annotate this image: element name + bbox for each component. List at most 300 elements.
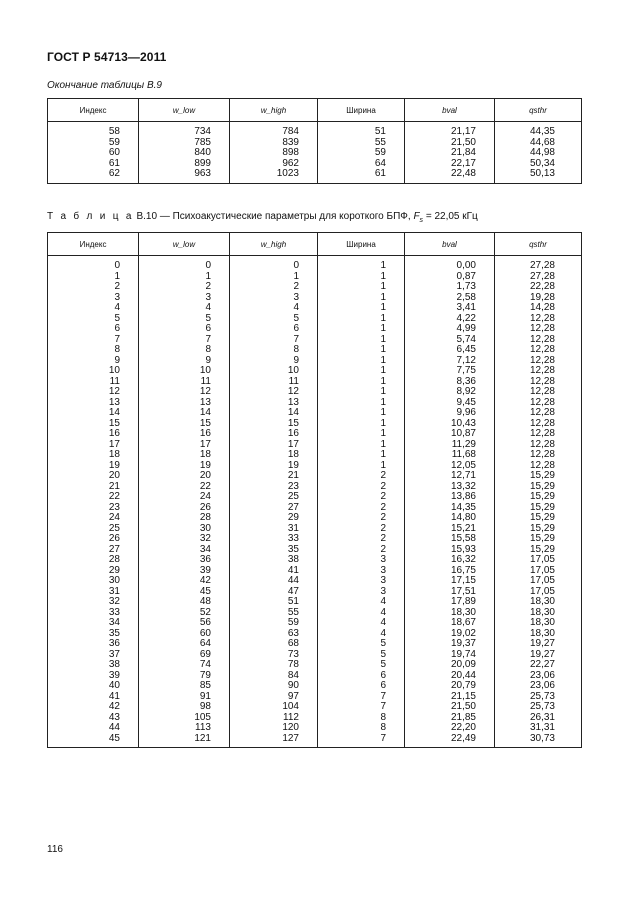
cell-index: 29 [48, 566, 139, 577]
cell-w-high: 78 [230, 660, 318, 671]
table-row [48, 492, 582, 503]
cell-w-low: 8 [139, 345, 230, 356]
cell-w-low: 14 [139, 408, 230, 419]
table1-caption: Окончание таблицы В.9 [47, 80, 162, 91]
cell-bval: 22,17 [405, 159, 495, 170]
table2-caption-text: В.10 — Психоакустические параметры для короткого БПФ, [136, 211, 414, 222]
cell-bval: 14,80 [405, 513, 495, 524]
cell-bval: 18,30 [405, 608, 495, 619]
cell-w-low: 28 [139, 513, 230, 524]
cell-bval: 7,75 [405, 366, 495, 377]
cell-w-high: 35 [230, 545, 318, 556]
table-row [48, 461, 582, 472]
cell-w-high: 84 [230, 671, 318, 682]
cell-width: 8 [318, 723, 405, 734]
cell-bval: 4,99 [405, 324, 495, 335]
cell-width: 59 [318, 148, 405, 159]
cell-bval: 19,02 [405, 629, 495, 640]
cell-width: 2 [318, 482, 405, 493]
cell-w-high: 7 [230, 335, 318, 346]
cell-qsthr: 15,29 [495, 503, 582, 514]
cell-index: 7 [48, 335, 139, 346]
cell-w-high: 68 [230, 639, 318, 650]
cell-w-low: 85 [139, 681, 230, 692]
cell-width: 1 [318, 450, 405, 461]
cell-w-low: 15 [139, 419, 230, 430]
table-row [48, 159, 582, 170]
cell-bval: 17,89 [405, 597, 495, 608]
cell-width: 1 [318, 429, 405, 440]
cell-width: 1 [318, 387, 405, 398]
table-b10 [47, 232, 582, 748]
cell-qsthr: 15,29 [495, 524, 582, 535]
cell-w-low: 64 [139, 639, 230, 650]
cell-index: 13 [48, 398, 139, 409]
cell-index: 16 [48, 429, 139, 440]
column-header-w-high: w_high [230, 233, 318, 256]
cell-w-low: 36 [139, 555, 230, 566]
cell-qsthr: 15,29 [495, 492, 582, 503]
cell-w-low: 60 [139, 629, 230, 640]
table-row [48, 148, 582, 159]
cell-w-low: 56 [139, 618, 230, 629]
table-row [48, 408, 582, 419]
cell-qsthr: 17,05 [495, 566, 582, 577]
table-row [48, 398, 582, 409]
cell-qsthr: 12,28 [495, 345, 582, 356]
cell-w-low: 30 [139, 524, 230, 535]
caption-fs-symbol: F [413, 211, 420, 222]
cell-width: 4 [318, 618, 405, 629]
cell-w-low: 10 [139, 366, 230, 377]
cell-index: 17 [48, 440, 139, 451]
table-row [48, 138, 582, 149]
cell-index: 22 [48, 492, 139, 503]
cell-w-high: 47 [230, 587, 318, 598]
cell-w-low: 785 [139, 138, 230, 149]
cell-index: 4 [48, 303, 139, 314]
cell-width: 3 [318, 566, 405, 577]
cell-index: 42 [48, 702, 139, 713]
table-row [48, 618, 582, 629]
cell-qsthr: 12,28 [495, 356, 582, 367]
column-header-w-low: w_low [139, 99, 230, 122]
cell-width: 4 [318, 608, 405, 619]
cell-w-low: 899 [139, 159, 230, 170]
cell-index: 41 [48, 692, 139, 703]
cell-bval: 12,05 [405, 461, 495, 472]
cell-w-high: 898 [230, 148, 318, 159]
cell-bval: 16,32 [405, 555, 495, 566]
table-row [48, 660, 582, 671]
cell-bval: 0,00 [405, 256, 495, 272]
cell-w-high: 90 [230, 681, 318, 692]
column-header-bval: bval [405, 99, 495, 122]
cell-width: 1 [318, 366, 405, 377]
cell-index: 3 [48, 293, 139, 304]
cell-width: 7 [318, 734, 405, 748]
cell-index: 60 [48, 148, 139, 159]
cell-bval: 14,35 [405, 503, 495, 514]
cell-w-low: 48 [139, 597, 230, 608]
cell-w-high: 11 [230, 377, 318, 388]
cell-w-high: 9 [230, 356, 318, 367]
cell-width: 4 [318, 629, 405, 640]
cell-w-high: 55 [230, 608, 318, 619]
cell-bval: 21,85 [405, 713, 495, 724]
cell-bval: 9,45 [405, 398, 495, 409]
cell-index: 11 [48, 377, 139, 388]
cell-index: 26 [48, 534, 139, 545]
cell-width: 1 [318, 408, 405, 419]
table-row [48, 702, 582, 713]
cell-index: 8 [48, 345, 139, 356]
table-row [48, 692, 582, 703]
table2-caption-prefix: Т а б л и ц а [47, 211, 134, 222]
table-row [48, 282, 582, 293]
cell-index: 33 [48, 608, 139, 619]
cell-qsthr: 19,27 [495, 639, 582, 650]
cell-bval: 22,49 [405, 734, 495, 748]
cell-w-low: 3 [139, 293, 230, 304]
cell-w-low: 79 [139, 671, 230, 682]
cell-qsthr: 15,29 [495, 545, 582, 556]
column-header-qsthr: qsthr [495, 233, 582, 256]
cell-width: 3 [318, 587, 405, 598]
cell-index: 15 [48, 419, 139, 430]
cell-w-high: 41 [230, 566, 318, 577]
cell-qsthr: 18,30 [495, 608, 582, 619]
cell-bval: 21,17 [405, 122, 495, 138]
cell-qsthr: 12,28 [495, 387, 582, 398]
cell-index: 10 [48, 366, 139, 377]
table-row [48, 169, 582, 183]
cell-w-high: 784 [230, 122, 318, 138]
cell-bval: 21,84 [405, 148, 495, 159]
cell-w-low: 24 [139, 492, 230, 503]
table-row [48, 576, 582, 587]
cell-w-low: 26 [139, 503, 230, 514]
cell-w-low: 4 [139, 303, 230, 314]
cell-bval: 19,74 [405, 650, 495, 661]
column-header-width: Ширина [318, 233, 405, 256]
cell-width: 5 [318, 660, 405, 671]
cell-index: 1 [48, 272, 139, 283]
cell-bval: 11,29 [405, 440, 495, 451]
table-row [48, 122, 582, 138]
page-number: 116 [47, 844, 63, 855]
cell-w-high: 38 [230, 555, 318, 566]
cell-w-low: 45 [139, 587, 230, 598]
table-row [48, 608, 582, 619]
cell-w-high: 44 [230, 576, 318, 587]
cell-index: 9 [48, 356, 139, 367]
table-row [48, 303, 582, 314]
cell-bval: 2,58 [405, 293, 495, 304]
cell-bval: 20,09 [405, 660, 495, 671]
cell-w-high: 6 [230, 324, 318, 335]
cell-qsthr: 17,05 [495, 576, 582, 587]
column-header-qsthr: qsthr [495, 99, 582, 122]
cell-w-high: 25 [230, 492, 318, 503]
cell-w-high: 23 [230, 482, 318, 493]
cell-bval: 13,86 [405, 492, 495, 503]
cell-qsthr: 50,13 [495, 169, 582, 183]
table-header-row [48, 99, 582, 122]
cell-bval: 22,20 [405, 723, 495, 734]
cell-qsthr: 18,30 [495, 629, 582, 640]
table-header-row [48, 233, 582, 256]
cell-width: 2 [318, 534, 405, 545]
cell-w-high: 1023 [230, 169, 318, 183]
table-row [48, 335, 582, 346]
cell-index: 58 [48, 122, 139, 138]
cell-index: 35 [48, 629, 139, 640]
cell-index: 2 [48, 282, 139, 293]
table-b9-end [47, 98, 582, 184]
document-standard-header: ГОСТ Р 54713—2011 [47, 50, 167, 64]
table-row [48, 377, 582, 388]
cell-index: 30 [48, 576, 139, 587]
cell-index: 0 [48, 256, 139, 272]
cell-bval: 19,37 [405, 639, 495, 650]
cell-w-high: 120 [230, 723, 318, 734]
cell-width: 1 [318, 293, 405, 304]
column-header-w-low: w_low [139, 233, 230, 256]
cell-qsthr: 12,28 [495, 450, 582, 461]
cell-width: 1 [318, 335, 405, 346]
cell-bval: 10,87 [405, 429, 495, 440]
cell-w-low: 34 [139, 545, 230, 556]
cell-width: 7 [318, 692, 405, 703]
cell-index: 27 [48, 545, 139, 556]
cell-bval: 1,73 [405, 282, 495, 293]
cell-width: 2 [318, 471, 405, 482]
cell-width: 3 [318, 555, 405, 566]
cell-qsthr: 26,31 [495, 713, 582, 724]
column-header-index: Индекс [48, 99, 139, 122]
cell-w-low: 840 [139, 148, 230, 159]
cell-width: 1 [318, 324, 405, 335]
cell-index: 40 [48, 681, 139, 692]
cell-index: 38 [48, 660, 139, 671]
column-header-bval: bval [405, 233, 495, 256]
cell-w-low: 69 [139, 650, 230, 661]
table-row [48, 482, 582, 493]
cell-index: 21 [48, 482, 139, 493]
cell-index: 19 [48, 461, 139, 472]
cell-w-high: 63 [230, 629, 318, 640]
cell-width: 5 [318, 650, 405, 661]
cell-index: 25 [48, 524, 139, 535]
cell-index: 12 [48, 387, 139, 398]
cell-w-high: 18 [230, 450, 318, 461]
caption-fs-subscript: s [419, 217, 424, 224]
cell-w-low: 9 [139, 356, 230, 367]
table-row [48, 387, 582, 398]
cell-bval: 17,51 [405, 587, 495, 598]
cell-w-high: 33 [230, 534, 318, 545]
cell-qsthr: 22,28 [495, 282, 582, 293]
cell-qsthr: 50,34 [495, 159, 582, 170]
cell-w-high: 73 [230, 650, 318, 661]
cell-w-high: 27 [230, 503, 318, 514]
cell-width: 2 [318, 513, 405, 524]
cell-bval: 10,43 [405, 419, 495, 430]
column-header-index: Индекс [48, 233, 139, 256]
cell-width: 61 [318, 169, 405, 183]
table-row [48, 293, 582, 304]
cell-width: 1 [318, 377, 405, 388]
cell-w-high: 17 [230, 440, 318, 451]
cell-w-low: 1 [139, 272, 230, 283]
cell-bval: 22,48 [405, 169, 495, 183]
cell-w-low: 105 [139, 713, 230, 724]
cell-qsthr: 23,06 [495, 671, 582, 682]
cell-w-high: 962 [230, 159, 318, 170]
cell-w-high: 8 [230, 345, 318, 356]
cell-qsthr: 30,73 [495, 734, 582, 748]
cell-width: 55 [318, 138, 405, 149]
cell-qsthr: 12,28 [495, 440, 582, 451]
cell-width: 3 [318, 576, 405, 587]
table-row [48, 545, 582, 556]
cell-qsthr: 25,73 [495, 702, 582, 713]
cell-qsthr: 15,29 [495, 471, 582, 482]
cell-w-high: 104 [230, 702, 318, 713]
cell-qsthr: 25,73 [495, 692, 582, 703]
cell-w-high: 5 [230, 314, 318, 325]
cell-bval: 8,92 [405, 387, 495, 398]
cell-qsthr: 44,35 [495, 122, 582, 138]
table-row [48, 555, 582, 566]
cell-qsthr: 44,68 [495, 138, 582, 149]
cell-width: 8 [318, 713, 405, 724]
cell-bval: 5,74 [405, 335, 495, 346]
cell-bval: 18,67 [405, 618, 495, 629]
table-row [48, 503, 582, 514]
cell-qsthr: 23,06 [495, 681, 582, 692]
cell-bval: 17,15 [405, 576, 495, 587]
cell-index: 44 [48, 723, 139, 734]
table-row [48, 256, 582, 272]
cell-index: 23 [48, 503, 139, 514]
cell-bval: 15,21 [405, 524, 495, 535]
cell-width: 1 [318, 440, 405, 451]
cell-index: 43 [48, 713, 139, 724]
cell-index: 28 [48, 555, 139, 566]
table-row [48, 681, 582, 692]
cell-width: 1 [318, 314, 405, 325]
table-row [48, 356, 582, 367]
cell-bval: 4,22 [405, 314, 495, 325]
cell-qsthr: 19,28 [495, 293, 582, 304]
cell-index: 20 [48, 471, 139, 482]
cell-qsthr: 12,28 [495, 461, 582, 472]
cell-qsthr: 12,28 [495, 377, 582, 388]
table-row [48, 314, 582, 325]
table2-caption [47, 211, 478, 224]
cell-qsthr: 12,28 [495, 419, 582, 430]
table-row [48, 639, 582, 650]
cell-w-low: 22 [139, 482, 230, 493]
cell-width: 2 [318, 492, 405, 503]
cell-qsthr: 12,28 [495, 398, 582, 409]
cell-qsthr: 18,30 [495, 597, 582, 608]
cell-qsthr: 12,28 [495, 314, 582, 325]
table-row [48, 629, 582, 640]
cell-w-low: 2 [139, 282, 230, 293]
table-row [48, 650, 582, 661]
table-row [48, 450, 582, 461]
cell-w-high: 16 [230, 429, 318, 440]
cell-w-high: 13 [230, 398, 318, 409]
cell-index: 34 [48, 618, 139, 629]
table-row [48, 734, 582, 748]
cell-qsthr: 12,28 [495, 366, 582, 377]
cell-w-low: 19 [139, 461, 230, 472]
cell-w-high: 97 [230, 692, 318, 703]
cell-bval: 20,79 [405, 681, 495, 692]
cell-bval: 13,32 [405, 482, 495, 493]
cell-bval: 0,87 [405, 272, 495, 283]
cell-width: 2 [318, 524, 405, 535]
table-row [48, 345, 582, 356]
cell-w-high: 21 [230, 471, 318, 482]
cell-w-low: 32 [139, 534, 230, 545]
cell-w-low: 17 [139, 440, 230, 451]
table2-caption-tail: = 22,05 кГц [423, 211, 478, 222]
cell-bval: 16,75 [405, 566, 495, 577]
cell-w-high: 0 [230, 256, 318, 272]
cell-width: 5 [318, 639, 405, 650]
table-row [48, 471, 582, 482]
cell-bval: 11,68 [405, 450, 495, 461]
table-row [48, 597, 582, 608]
cell-index: 24 [48, 513, 139, 524]
cell-w-low: 16 [139, 429, 230, 440]
cell-w-high: 112 [230, 713, 318, 724]
cell-qsthr: 22,27 [495, 660, 582, 671]
cell-width: 7 [318, 702, 405, 713]
cell-qsthr: 12,28 [495, 429, 582, 440]
table1-body [48, 122, 582, 184]
cell-index: 37 [48, 650, 139, 661]
cell-qsthr: 12,28 [495, 324, 582, 335]
cell-qsthr: 17,05 [495, 587, 582, 598]
cell-width: 4 [318, 597, 405, 608]
cell-index: 45 [48, 734, 139, 748]
cell-bval: 6,45 [405, 345, 495, 356]
cell-index: 39 [48, 671, 139, 682]
table-row [48, 713, 582, 724]
cell-bval: 9,96 [405, 408, 495, 419]
cell-bval: 15,58 [405, 534, 495, 545]
cell-w-low: 11 [139, 377, 230, 388]
cell-w-low: 963 [139, 169, 230, 183]
cell-width: 1 [318, 345, 405, 356]
table-row [48, 587, 582, 598]
table-row [48, 671, 582, 682]
cell-w-low: 6 [139, 324, 230, 335]
cell-w-low: 39 [139, 566, 230, 577]
table-row [48, 440, 582, 451]
cell-w-low: 734 [139, 122, 230, 138]
column-header-width: Ширина [318, 99, 405, 122]
cell-bval: 21,50 [405, 702, 495, 713]
cell-width: 1 [318, 256, 405, 272]
cell-w-high: 3 [230, 293, 318, 304]
